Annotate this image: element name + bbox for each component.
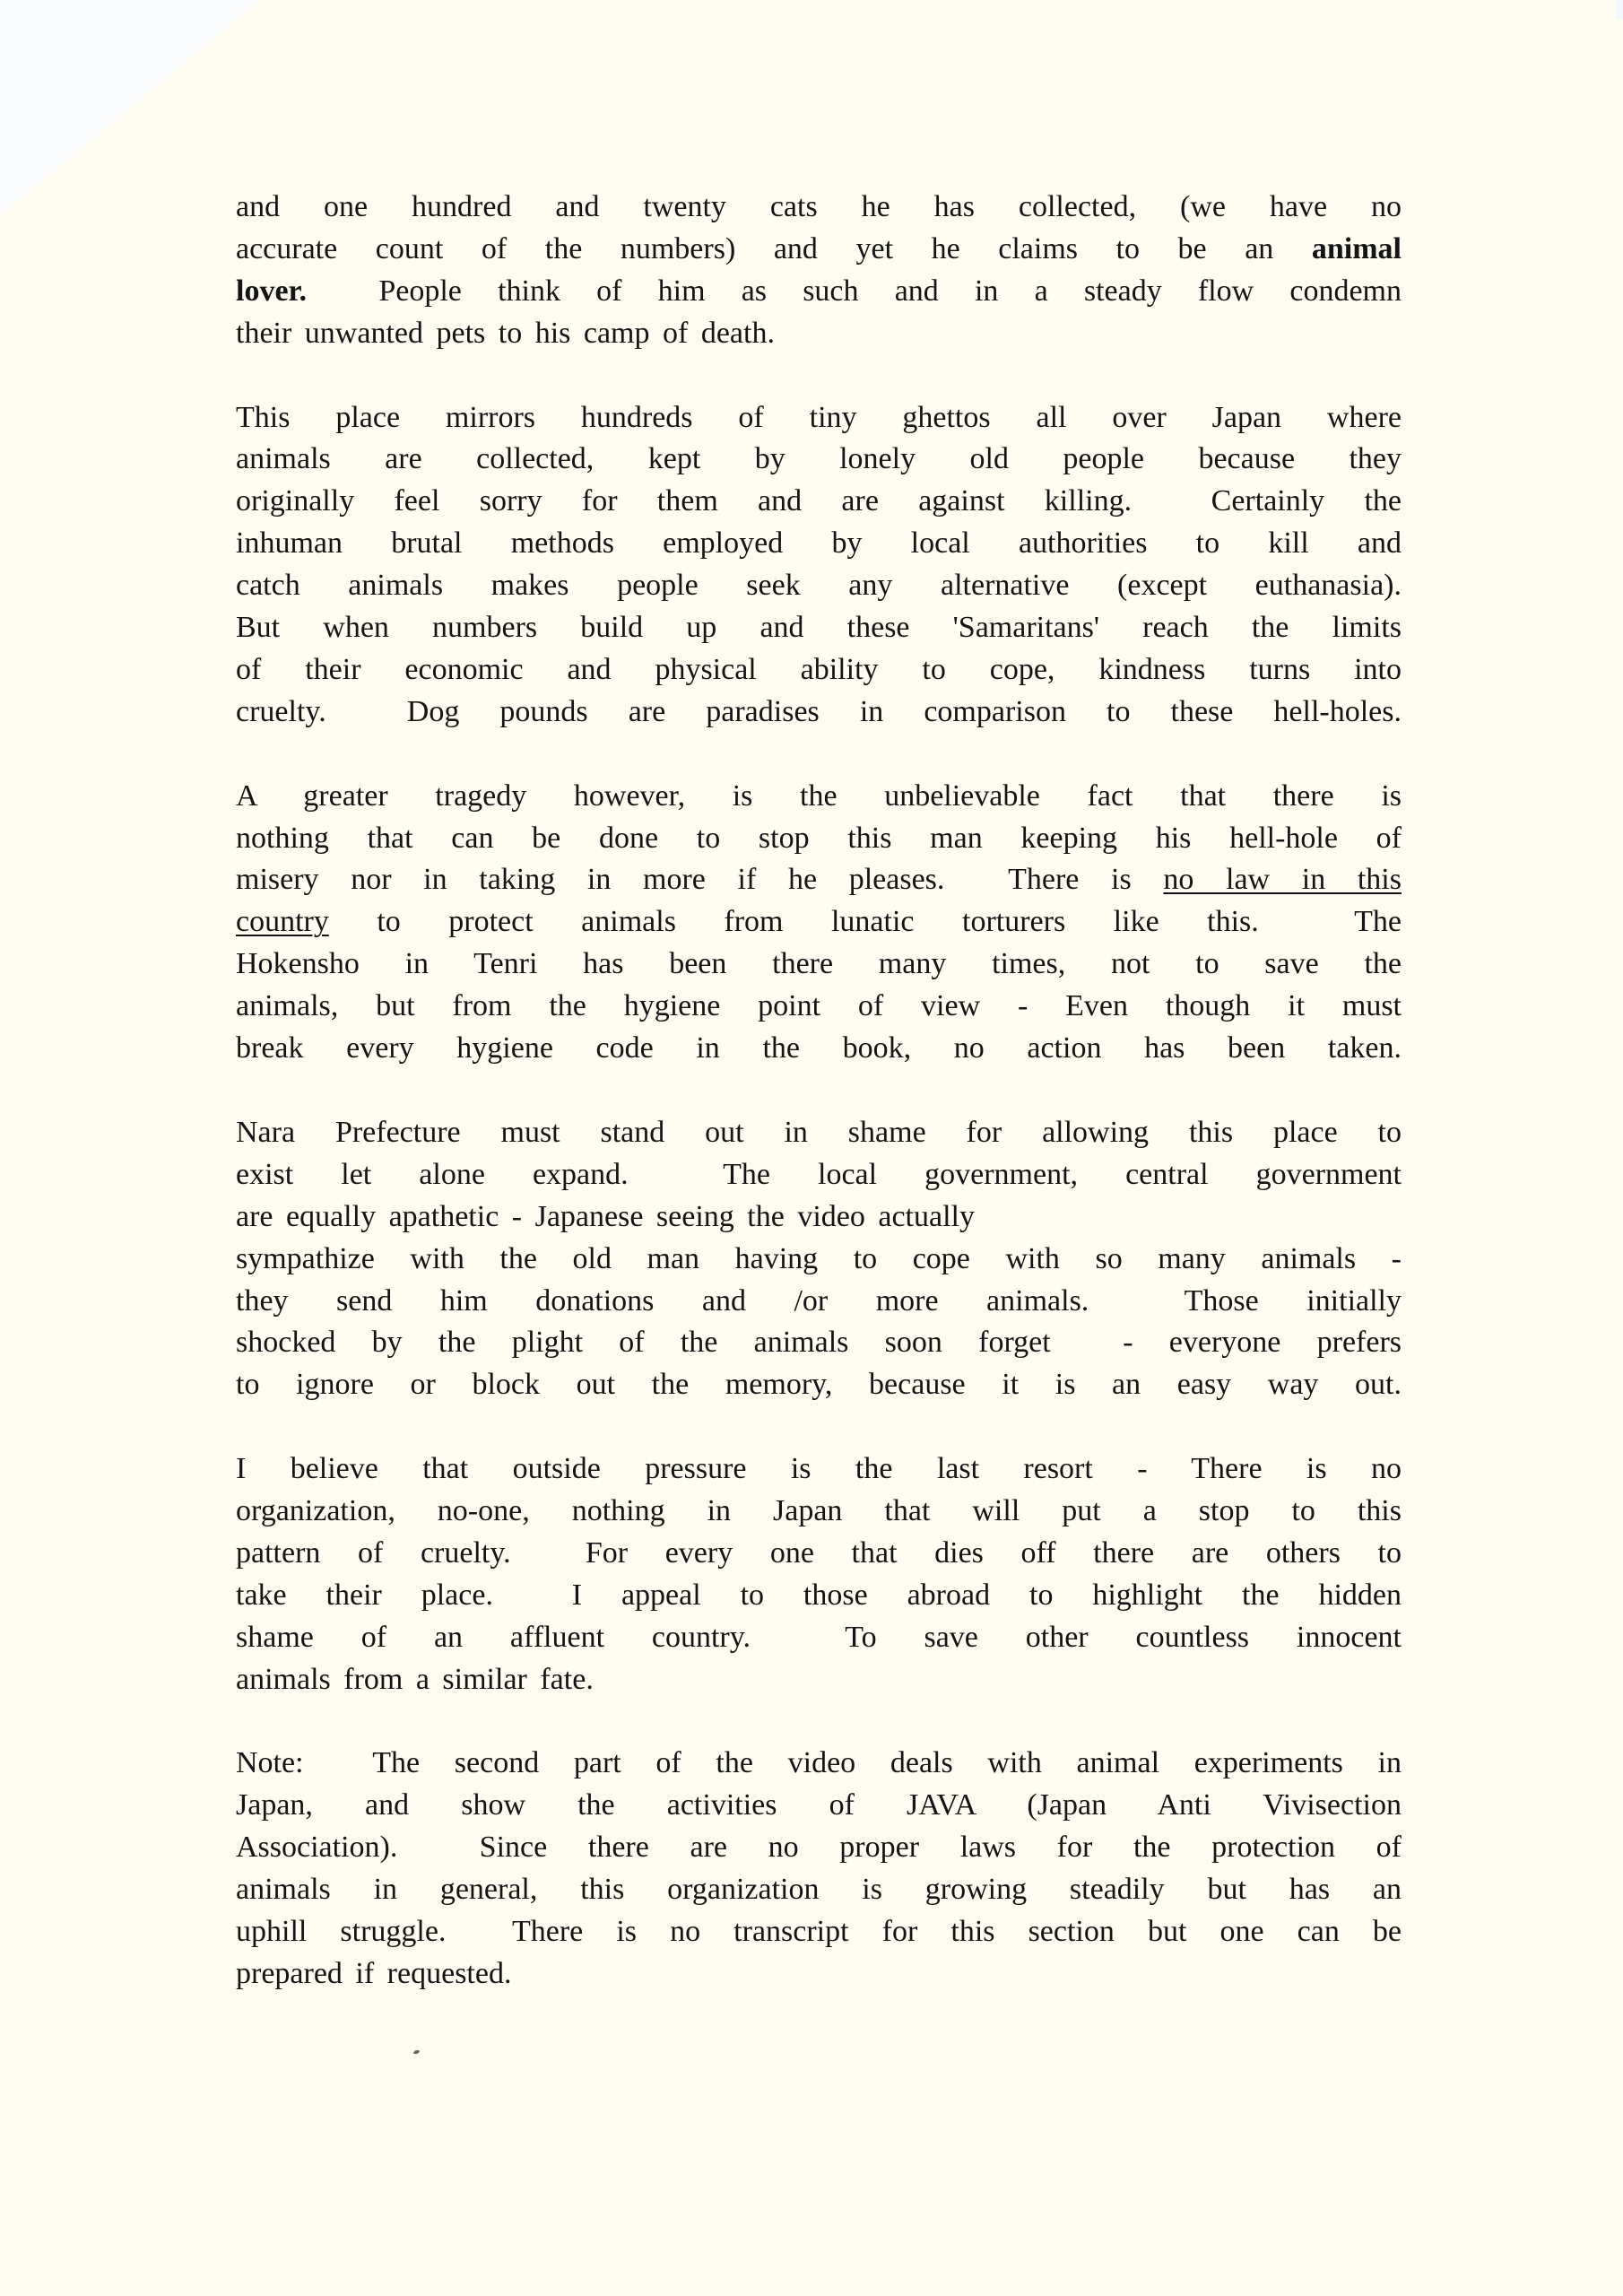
text-line xyxy=(236,397,1402,439)
paragraph xyxy=(236,1743,1402,1995)
text-segment: misery nor in taking in more if he pleases. There is xyxy=(236,863,1164,897)
text-segment: Japan, and show the activities of JAVA (Japan Anti Vivisection xyxy=(236,1788,1402,1822)
text-segment: A greater tragedy however, is the unbelievable fact that there is xyxy=(236,778,1402,813)
text-segment: Hokensho in Tenri has been there many times, not to save the xyxy=(236,947,1402,981)
text-segment: sympathize with the old man having to cope with so many animals - xyxy=(236,1241,1402,1275)
text-line xyxy=(236,818,1402,860)
text-segment: pattern of cruelty. For every one that dies off there are others to xyxy=(236,1535,1402,1570)
paragraph xyxy=(236,1112,1402,1406)
paragraph xyxy=(236,187,1402,355)
text-line xyxy=(236,481,1402,523)
text-line xyxy=(236,1575,1402,1617)
text-line xyxy=(236,1491,1402,1533)
text-line xyxy=(236,229,1402,271)
text-segment: they send him donations and /or more animals. Those initially xyxy=(236,1283,1402,1318)
text-segment: Association). Since there are no proper laws for the protection of xyxy=(236,1831,1402,1865)
text-line xyxy=(236,691,1402,734)
text-segment: animals in general, this organization is growing steadily but has an xyxy=(236,1873,1402,1907)
text-line xyxy=(236,523,1402,565)
text-line xyxy=(236,1448,1402,1491)
text-segment: exist let alone expand. The local government, central government xyxy=(236,1157,1402,1191)
text-segment: animals, but from the hygiene point of view - Even though it must xyxy=(236,989,1402,1023)
text-segment: nothing that can be done to stop this man keeping his hell-hole of xyxy=(236,821,1402,855)
text-segment: shame of an affluent country. To save other countless innocent xyxy=(236,1620,1402,1654)
text-line xyxy=(236,649,1402,691)
text-segment: inhuman brutal methods employed by local authorities to kill and xyxy=(236,526,1402,561)
text-segment: uphill struggle. There is no transcript for this section but one can be xyxy=(236,1915,1402,1949)
folded-corner xyxy=(0,0,260,215)
text-line xyxy=(236,1911,1402,1953)
text-line xyxy=(236,986,1402,1028)
text-line xyxy=(236,313,1402,355)
text-segment: take their place. I appeal to those abroad to highlight the hidden xyxy=(236,1578,1402,1612)
text-segment: Note: The second part of the video deals with animal experiments in xyxy=(236,1746,1402,1780)
text-line xyxy=(236,1827,1402,1869)
text-line xyxy=(236,901,1402,944)
text-line xyxy=(236,1364,1402,1406)
underlined-emphasis: country xyxy=(236,905,329,939)
text-line xyxy=(236,1196,1402,1239)
text-segment: I believe that outside pressure is the last resort - There is no xyxy=(236,1452,1402,1486)
text-segment: to protect animals from lunatic torturers like this. The xyxy=(328,905,1402,939)
text-line xyxy=(236,944,1402,986)
text-segment: People think of him as such and in a steady flow condemn xyxy=(307,274,1402,308)
text-line xyxy=(236,1659,1402,1701)
text-segment: animals are collected, kept by lonely old people because they xyxy=(236,442,1402,476)
text-line xyxy=(236,1154,1402,1196)
text-line xyxy=(236,1953,1402,1996)
text-line xyxy=(236,1617,1402,1659)
text-segment: originally feel sorry for them and are against killing. Certainly the xyxy=(236,484,1402,518)
text-segment: to ignore or block out the memory, because it is an easy way out. xyxy=(236,1368,1402,1402)
paragraph xyxy=(236,1448,1402,1700)
body-text xyxy=(236,187,1402,1996)
text-segment: catch animals makes people seek any alternative (except euthanasia). xyxy=(236,569,1402,603)
text-segment: their unwanted pets to his camp of death. xyxy=(236,316,775,350)
text-line xyxy=(236,565,1402,607)
text-segment: But when numbers build up and these 'Samaritans' reach the limits xyxy=(236,611,1402,645)
text-line xyxy=(236,859,1402,901)
text-segment: prepared if requested. xyxy=(236,1956,512,1990)
text-line xyxy=(236,187,1402,229)
text-line xyxy=(236,1112,1402,1154)
underlined-emphasis: no law in this xyxy=(1163,863,1402,897)
text-line xyxy=(236,1743,1402,1785)
text-segment: organization, no-one, nothing in Japan that will put a stop to this xyxy=(236,1494,1402,1528)
paragraph xyxy=(236,776,1402,1070)
scan-edge xyxy=(1616,0,1623,20)
bold-emphasis: animal xyxy=(1311,231,1402,265)
text-segment: and one hundred and twenty cats he has collected, (we have no xyxy=(236,190,1402,223)
text-segment: shocked by the plight of the animals soon forget - everyone prefers xyxy=(236,1326,1402,1360)
ink-speck xyxy=(413,2049,421,2055)
text-segment: break every hygiene code in the book, no action has been taken. xyxy=(236,1031,1402,1065)
text-segment: are equally apathetic - Japanese seeing the video actually xyxy=(236,1199,975,1233)
text-line xyxy=(236,1322,1402,1364)
paragraph xyxy=(236,397,1402,734)
text-line xyxy=(236,776,1402,818)
text-line xyxy=(236,439,1402,481)
text-segment: This place mirrors hundreds of tiny ghettos all over Japan where xyxy=(236,400,1402,434)
text-line xyxy=(236,1281,1402,1323)
text-line xyxy=(236,271,1402,313)
text-line xyxy=(236,607,1402,649)
text-line xyxy=(236,1028,1402,1070)
text-segment: accurate count of the numbers) and yet he claims to be an xyxy=(236,231,1312,265)
text-line xyxy=(236,1785,1402,1827)
text-line xyxy=(236,1533,1402,1575)
text-line xyxy=(236,1869,1402,1911)
text-line xyxy=(236,1239,1402,1281)
text-segment: of their economic and physical ability to cope, kindness turns into xyxy=(236,652,1402,686)
text-segment: animals from a similar fate. xyxy=(236,1662,594,1696)
bold-emphasis: lover. xyxy=(236,274,308,308)
text-segment: cruelty. Dog pounds are paradises in comparison to these hell-holes. xyxy=(236,694,1402,728)
text-segment: Nara Prefecture must stand out in shame for allowing this place to xyxy=(236,1115,1402,1149)
